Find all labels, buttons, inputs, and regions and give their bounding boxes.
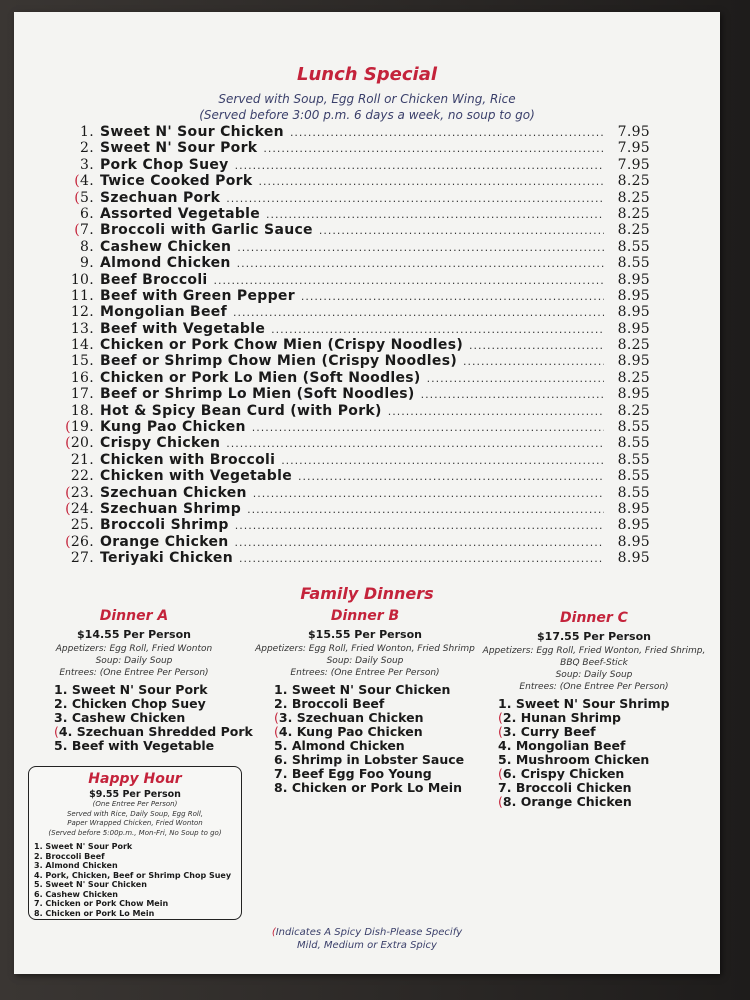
dinner-entrees: Entrees: (One Entree Per Person): [290, 668, 440, 678]
item-number: 5.: [498, 752, 512, 767]
dinner-soup: Soup: Daily Soup: [95, 656, 173, 666]
lunch-item: [60, 190, 650, 206]
item-number: [60, 386, 94, 402]
spicy-marker-icon: (: [65, 500, 71, 517]
dinner-item: [54, 683, 240, 697]
item-name: Szechuan Shrimp: [100, 500, 242, 517]
item-name: Assorted Vegetable: [100, 205, 261, 222]
lunch-item: [60, 124, 650, 140]
item-price: 8.55: [617, 451, 650, 468]
spicy-marker-icon: (: [498, 794, 503, 809]
spicy-footnote: [14, 926, 720, 952]
item-number: [60, 304, 94, 320]
item-number: 7.: [274, 766, 288, 781]
item-name: Orange Chicken: [520, 794, 632, 809]
item-name: Beef with Green Pepper: [100, 287, 295, 304]
item-number: 2.: [502, 710, 517, 725]
lunch-item: [60, 550, 650, 566]
item-name: Sweet N' Sour Pork: [100, 140, 258, 157]
dot-leader: [301, 289, 604, 305]
spicy-marker-icon: (: [498, 766, 503, 781]
happy-hour-item: 6. Cashew Chicken: [34, 889, 118, 899]
item-name: Mongolian Beef: [100, 304, 227, 321]
dot-leader: [237, 240, 604, 256]
item-price: 8.95: [617, 533, 650, 550]
spicy-marker-icon: (: [274, 710, 279, 725]
dinner-item: [274, 725, 480, 739]
item-price: 8.55: [617, 238, 650, 255]
item-number-text: 8.: [80, 238, 94, 255]
lunch-item: [60, 403, 650, 419]
item-number: 7.: [498, 780, 512, 795]
item-number-text: 12.: [70, 304, 94, 321]
spicy-marker-icon: (: [498, 710, 503, 725]
item-name: Hot & Spicy Bean Curd (with Pork): [100, 402, 382, 419]
dot-leader: [253, 486, 604, 502]
item-name: Szechuan Chicken: [296, 710, 424, 725]
item-price: 8.95: [617, 500, 650, 517]
item-price: 8.55: [617, 468, 650, 485]
dot-leader: [247, 502, 604, 518]
dot-leader: [421, 387, 604, 403]
item-name: Orange Chicken: [100, 533, 229, 550]
item-price: 8.95: [617, 287, 650, 304]
lunch-item: [60, 321, 650, 337]
dinner-c-column: [474, 610, 714, 809]
lunch-item: [60, 157, 650, 173]
lunch-item: [60, 337, 650, 353]
happy-hour-item: 2. Broccoli Beef: [34, 851, 105, 861]
happy-hour-price: $9.55 Per Person: [89, 789, 181, 800]
item-number: 1.: [498, 696, 512, 711]
dot-leader: [271, 322, 604, 338]
item-price: 7.95: [617, 140, 650, 157]
item-name: Beef or Shrimp Lo Mien (Soft Noodles): [100, 386, 415, 403]
dot-leader: [252, 420, 604, 436]
item-name: Twice Cooked Pork: [100, 173, 253, 190]
lunch-item: [60, 452, 650, 468]
item-name: Szechuan Pork: [100, 189, 221, 206]
dot-leader: [319, 223, 604, 239]
item-number: [60, 255, 94, 271]
lunch-item: [60, 435, 650, 451]
item-number-text: 23.: [70, 484, 94, 501]
dinner-name: Dinner C: [560, 610, 628, 626]
lunch-item: [60, 255, 650, 271]
happy-hour-item: 1. Sweet N' Sour Pork: [34, 842, 133, 851]
item-number: 5.: [274, 738, 288, 753]
dinner-item: [274, 697, 480, 711]
dot-leader: [226, 191, 604, 207]
item-number: 1.: [54, 682, 68, 697]
spicy-marker-icon: (: [65, 419, 71, 436]
item-price: 7.95: [617, 124, 650, 140]
dinner-item: [274, 767, 480, 781]
item-name: Broccoli with Garlic Sauce: [100, 222, 313, 239]
dinner-item: [498, 753, 714, 767]
item-name: Almond Chicken: [100, 255, 231, 272]
item-number: 1.: [274, 682, 288, 697]
item-number-text: 18.: [70, 402, 94, 419]
dinner-price: $17.55 Per Person: [537, 630, 651, 643]
item-number: [60, 403, 94, 419]
item-number-text: 7.: [80, 222, 94, 239]
dinner-item: [274, 711, 480, 725]
item-number: 3.: [502, 724, 517, 739]
item-number: [60, 501, 94, 517]
lunch-item: [60, 370, 650, 386]
dinner-item: [54, 724, 253, 739]
lunch-item: [60, 239, 650, 255]
footer-line: Indicates A Spicy Dish-Please Specify: [275, 927, 463, 938]
item-number-text: 14.: [70, 337, 94, 354]
item-price: 8.25: [617, 402, 650, 419]
item-name: Beef or Shrimp Chow Mien (Crispy Noodles): [100, 353, 458, 370]
dot-leader: [427, 371, 604, 387]
item-name: Chicken with Broccoli: [100, 451, 276, 468]
spicy-marker-icon: (: [54, 724, 59, 739]
item-name: Kung Pao Chicken: [296, 724, 423, 739]
dinner-item: [54, 711, 240, 725]
item-name: Crispy Chicken: [520, 766, 625, 781]
dot-leader: [281, 453, 604, 469]
item-number: [60, 140, 94, 156]
item-price: 8.55: [617, 484, 650, 501]
dinner-name: Dinner A: [99, 608, 169, 624]
lunch-item: [60, 288, 650, 304]
item-number: 6.: [274, 752, 288, 767]
lunch-item: [60, 468, 650, 484]
dinner-item: [498, 781, 714, 795]
item-name: Beef Broccoli: [100, 271, 208, 288]
item-number: [60, 337, 94, 353]
item-number-text: 15.: [70, 353, 94, 370]
dot-leader: [235, 518, 604, 534]
item-number: [60, 222, 94, 238]
spicy-marker-icon: (: [271, 927, 276, 938]
lunch-item: [60, 272, 650, 288]
dinner-item: [274, 753, 480, 767]
item-number-text: 27.: [70, 550, 94, 567]
dinner-entrees: Entrees: (One Entree Per Person): [59, 668, 209, 678]
item-price: 8.55: [617, 255, 650, 272]
item-number: 2.: [274, 696, 288, 711]
item-number: 8.: [274, 780, 288, 795]
item-price: 8.25: [617, 173, 650, 190]
item-number-text: 16.: [70, 369, 94, 386]
item-number: [60, 124, 94, 140]
item-name: Pork Chop Suey: [100, 156, 229, 173]
item-number: [60, 534, 94, 550]
item-number: 5.: [54, 738, 68, 753]
item-number: 6.: [502, 766, 517, 781]
item-name: Chicken Chop Suey: [71, 696, 206, 711]
item-price: 8.95: [617, 517, 650, 534]
item-number: [60, 468, 94, 484]
lunch-item: [60, 304, 650, 320]
item-name: Broccoli Chicken: [515, 780, 632, 795]
item-number-text: 20.: [70, 435, 94, 452]
item-name: Beef with Vegetable: [100, 320, 266, 337]
dinner-item: [498, 725, 714, 739]
lunch-item: [60, 353, 650, 369]
dinner-entrees: Entrees: (One Entree Per Person): [519, 682, 669, 692]
dot-leader: [235, 535, 604, 551]
item-number-text: 26.: [70, 533, 94, 550]
dinner-item: [498, 767, 714, 781]
spicy-marker-icon: (: [74, 222, 81, 239]
item-price: 8.95: [617, 320, 650, 337]
dinner-price: $14.55 Per Person: [77, 628, 191, 641]
happy-hour-note: Served with Rice, Daily Soup, Egg Roll,: [66, 809, 204, 818]
item-name: Broccoli Shrimp: [100, 517, 229, 534]
lunch-item: [60, 485, 650, 501]
item-name: Cashew Chicken: [71, 710, 186, 725]
item-number: [60, 190, 94, 206]
item-number-text: 25.: [70, 517, 94, 534]
happy-hour-note: (One Entree Per Person): [92, 800, 178, 808]
lunch-subtitle: Served with Soup, Egg Roll or Chicken Wing, Rice: [218, 92, 516, 106]
item-number: [60, 272, 94, 288]
item-number: [60, 321, 94, 337]
item-name: Almond Chicken: [291, 738, 405, 753]
spicy-marker-icon: (: [65, 435, 71, 452]
family-dinners-title: Family Dinners: [300, 584, 434, 603]
dot-leader: [235, 158, 604, 174]
menu-page: [14, 12, 720, 974]
item-name: Szechuan Shredded Pork: [76, 724, 253, 739]
item-name: Beef with Vegetable: [71, 738, 215, 753]
spicy-marker-icon: (: [274, 724, 279, 739]
item-name: Teriyaki Chicken: [100, 550, 233, 567]
item-number-text: 13.: [70, 320, 94, 337]
happy-hour-note: Paper Wrapped Chicken, Fried Wonton: [67, 819, 203, 827]
lunch-item: [60, 222, 650, 238]
item-name: Chicken or Pork Lo Mein: [291, 780, 462, 795]
lunch-item: [60, 206, 650, 222]
lunch-item: [60, 173, 650, 189]
item-name: Broccoli Beef: [291, 696, 385, 711]
dinner-soup: Soup: Daily Soup: [555, 670, 633, 680]
spicy-marker-icon: (: [65, 533, 71, 550]
dot-leader: [290, 125, 604, 141]
item-number-text: 11.: [70, 287, 94, 304]
lunch-item: [60, 140, 650, 156]
item-number: [60, 206, 94, 222]
item-number: [60, 370, 94, 386]
item-price: 8.55: [617, 419, 650, 436]
item-number-text: 6.: [80, 205, 94, 222]
lunch-note: (Served before 3:00 p.m. 6 days a week, no soup to go): [199, 108, 535, 122]
dot-leader: [388, 404, 604, 420]
item-number: [60, 550, 94, 566]
lunch-item: [60, 419, 650, 435]
dinner-item: [54, 697, 240, 711]
item-number: 4.: [498, 738, 512, 753]
dot-leader: [233, 305, 604, 321]
item-price: 8.25: [617, 189, 650, 206]
dinner-name: Dinner B: [330, 608, 400, 624]
happy-hour-note: (Served before 5:00p.m., Mon-Fri, No Soup to go): [48, 828, 222, 837]
dinner-item: [54, 739, 240, 753]
dinner-item: [274, 781, 480, 795]
item-number-text: 4.: [80, 173, 94, 190]
dot-leader: [469, 338, 604, 354]
lunch-item: [60, 386, 650, 402]
happy-hour-list: [34, 842, 241, 918]
dinner-b-column: [250, 608, 480, 795]
dinner-item: [498, 697, 714, 711]
item-name: Chicken with Vegetable: [100, 468, 293, 485]
dot-leader: [263, 141, 604, 157]
item-name: Hunan Shrimp: [520, 710, 621, 725]
item-number: 2.: [54, 696, 68, 711]
item-name: Sweet N' Sour Chicken: [100, 124, 284, 140]
item-number-text: 3.: [80, 156, 94, 173]
item-number: 3.: [54, 710, 68, 725]
dot-leader: [258, 174, 604, 190]
item-price: 8.25: [617, 337, 650, 354]
item-number: 4.: [278, 724, 293, 739]
spicy-marker-icon: (: [74, 173, 81, 190]
lunch-item: [60, 501, 650, 517]
item-price: 8.95: [617, 386, 650, 403]
item-name: Crispy Chicken: [100, 435, 221, 452]
dinner-item: [274, 739, 480, 753]
item-price: 8.95: [617, 304, 650, 321]
item-name: Chicken or Pork Lo Mien (Soft Noodles): [100, 369, 421, 386]
dinner-a-column: [28, 608, 253, 753]
item-price: 7.95: [617, 156, 650, 173]
dot-leader: [266, 207, 604, 223]
footer-line: Mild, Medium or Extra Spicy: [297, 940, 437, 951]
spicy-marker-icon: (: [65, 484, 71, 501]
spicy-marker-icon: (: [498, 724, 503, 739]
item-number-text: 22.: [70, 468, 94, 485]
item-name: Szechuan Chicken: [100, 484, 247, 501]
item-number: [60, 452, 94, 468]
item-price: 8.55: [617, 435, 650, 452]
item-name: Sweet N' Sour Pork: [71, 682, 208, 697]
happy-hour-item: 7. Chicken or Pork Chow Mein: [34, 899, 169, 908]
item-number-text: 17.: [70, 386, 94, 403]
happy-hour-box: [28, 766, 242, 920]
dinner-price: $15.55 Per Person: [308, 628, 422, 641]
item-number-text: 2.: [80, 140, 94, 157]
dot-leader: [239, 551, 604, 567]
item-number: [60, 485, 94, 501]
dot-leader: [463, 354, 604, 370]
dinner-item: [274, 683, 480, 697]
item-number: [60, 435, 94, 451]
happy-hour-item: 5. Sweet N' Sour Chicken: [34, 880, 147, 889]
item-number-text: 24.: [70, 500, 94, 517]
item-number-text: 19.: [70, 419, 94, 436]
item-name: Mongolian Beef: [515, 738, 626, 753]
item-price: 8.25: [617, 205, 650, 222]
dot-leader: [298, 469, 604, 485]
item-number: [60, 419, 94, 435]
item-name: Sweet N' Sour Shrimp: [515, 696, 670, 711]
item-number-text: 10.: [70, 271, 94, 288]
dinner-item: [498, 739, 714, 753]
item-price: 8.95: [617, 271, 650, 288]
item-number-text: 21.: [70, 451, 94, 468]
item-number: [60, 173, 94, 189]
dot-leader: [237, 256, 604, 272]
happy-hour-item: 8. Chicken or Pork Lo Mein: [34, 908, 155, 918]
happy-hour-title: Happy Hour: [88, 771, 182, 787]
item-price: 8.95: [617, 550, 650, 567]
item-number-text: 9.: [80, 255, 94, 272]
dot-leader: [214, 273, 604, 289]
item-name: Beef Egg Foo Young: [291, 766, 432, 781]
lunch-item: [60, 534, 650, 550]
item-name: Mushroom Chicken: [515, 752, 650, 767]
item-number: [60, 288, 94, 304]
item-number-text: 5.: [80, 189, 94, 206]
dot-leader: [226, 436, 604, 452]
dinner-appetizers: Appetizers: Egg Roll, Fried Wonton, Fried Shrimp, BBQ Beef-Stick: [482, 646, 706, 668]
dinner-appetizers: Appetizers: Egg Roll, Fried Wonton: [55, 644, 213, 654]
item-name: Curry Beef: [520, 724, 596, 739]
item-number: 4.: [58, 724, 73, 739]
lunch-list: [60, 124, 650, 567]
item-number: [60, 517, 94, 533]
item-number: 3.: [278, 710, 293, 725]
dinner-appetizers: Appetizers: Egg Roll, Fried Wonton, Fried Shrimp: [255, 644, 475, 654]
happy-hour-item: 3. Almond Chicken: [34, 861, 118, 870]
item-price: 8.25: [617, 369, 650, 386]
item-number: [60, 157, 94, 173]
happy-hour-item: 4. Pork, Chicken, Beef or Shrimp Chop Suey: [34, 870, 232, 880]
dinner-item: [498, 795, 714, 809]
item-number-text: 1.: [80, 124, 94, 140]
dinner-item: [498, 711, 714, 725]
item-number: 8.: [502, 794, 517, 809]
item-number: [60, 239, 94, 255]
item-name: Kung Pao Chicken: [100, 419, 246, 436]
item-name: Shrimp in Lobster Sauce: [291, 752, 465, 767]
dinner-soup: Soup: Daily Soup: [326, 656, 404, 666]
item-name: Cashew Chicken: [100, 238, 232, 255]
item-name: Sweet N' Sour Chicken: [291, 682, 451, 697]
spicy-marker-icon: (: [74, 189, 81, 206]
item-price: 8.25: [617, 222, 650, 239]
lunch-item: [60, 517, 650, 533]
lunch-special-title: Lunch Special: [296, 64, 438, 85]
item-price: 8.95: [617, 353, 650, 370]
item-name: Chicken or Pork Chow Mien (Crispy Noodles): [100, 337, 464, 354]
item-number: [60, 353, 94, 369]
